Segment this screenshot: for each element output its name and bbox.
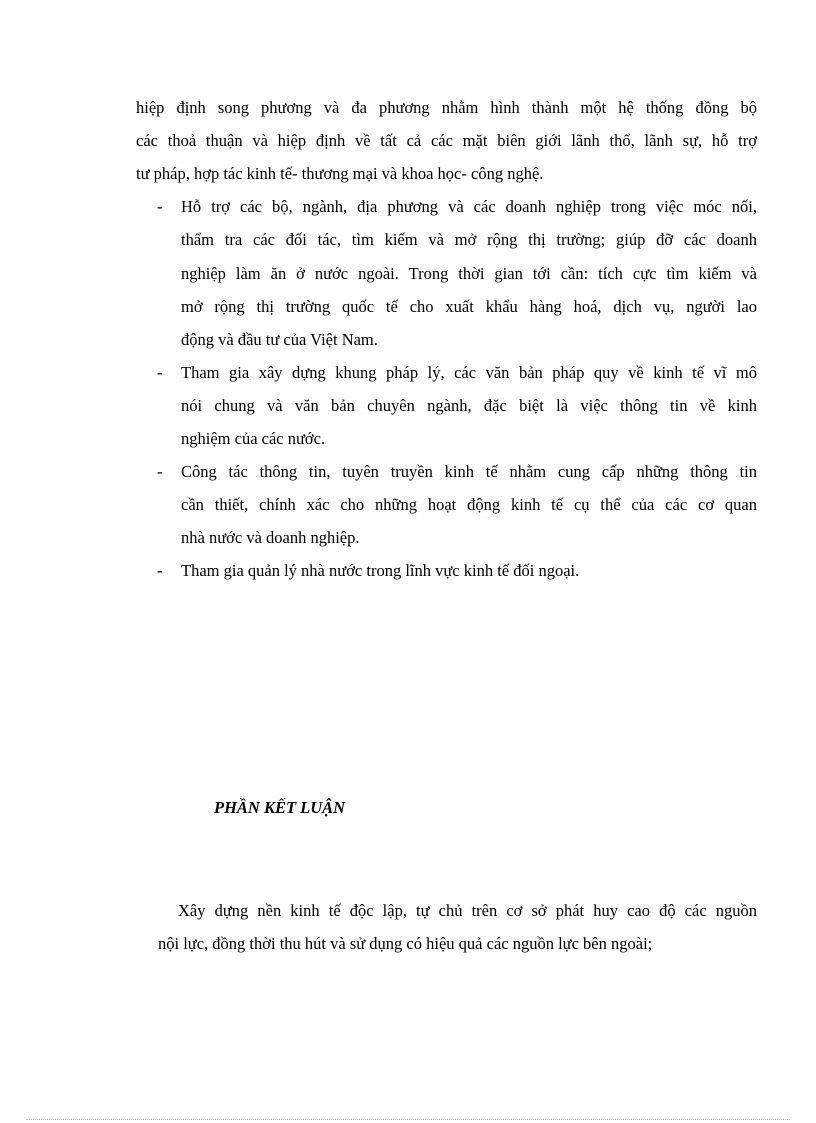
bullet-item-line: Công tác thông tin, tuyên truyền kinh tế nhằm cung cấp những thông tin — [181, 462, 757, 482]
bullet-item-line: mở rộng thị trường quốc tế cho xuất khẩu hàng hoá, dịch vụ, người lao — [181, 296, 757, 316]
bullet-item-line: Hỗ trợ các bộ, ngành, địa phương và các doanh nghiệp trong việc móc nối, — [181, 197, 757, 217]
bullet-item-line: nhà nước và doanh nghiệp. — [181, 528, 360, 548]
paragraph-line: tư pháp, hợp tác kinh tế- thương mại và khoa học- công nghệ. — [136, 164, 544, 184]
bullet-marker: - — [157, 462, 163, 482]
bullet-item-line: nghiệp làm ăn ở nước ngoài. Trong thời gian tới cần: tích cực tìm kiếm và — [181, 263, 757, 283]
bullet-item-line: nói chung và văn bản chuyên ngành, đặc biệt là việc thông tin về kinh — [181, 395, 757, 415]
paragraph-line: hiệp định song phương và đa phương nhằm hình thành một hệ thống đồng bộ — [136, 98, 757, 117]
bullet-marker: - — [157, 561, 163, 581]
bullet-item-line: cần thiết, chính xác cho những hoạt động kinh tế cụ thể của các cơ quan — [181, 495, 757, 515]
bullet-marker: - — [157, 197, 163, 217]
conclusion-paragraph-line: Xây dựng nền kinh tế độc lập, tự chủ trên cơ sở phát huy cao độ các nguồn — [178, 901, 757, 920]
conclusion-paragraph-line: nội lực, đồng thời thu hút và sử dụng có hiệu quả các nguồn lực bên ngoài; — [158, 934, 653, 953]
bullet-item-line: động và đầu tư của Việt Nam. — [181, 329, 378, 349]
bullet-item-line: Tham gia xây dựng khung pháp lý, các văn bản pháp quy về kinh tế vĩ mô — [181, 362, 757, 382]
bullet-item-line: thẩm tra các đối tác, tìm kiếm và mở rộng thị trường; giúp đỡ các doanh — [181, 230, 757, 250]
section-heading: PHẦN KẾT LUẬN — [214, 798, 346, 817]
bullet-marker: - — [157, 362, 163, 382]
bullet-item-line: nghiệm của các nước. — [181, 429, 326, 448]
bullet-item-line: Tham gia quản lý nhà nước trong lĩnh vực kinh tế đối ngoại. — [181, 561, 580, 581]
page-bottom-border — [26, 1119, 790, 1120]
paragraph-line: các thoả thuận và hiệp định về tất cả các mặt biên giới lãnh thổ, lãnh sự, hỗ trợ — [136, 131, 757, 151]
